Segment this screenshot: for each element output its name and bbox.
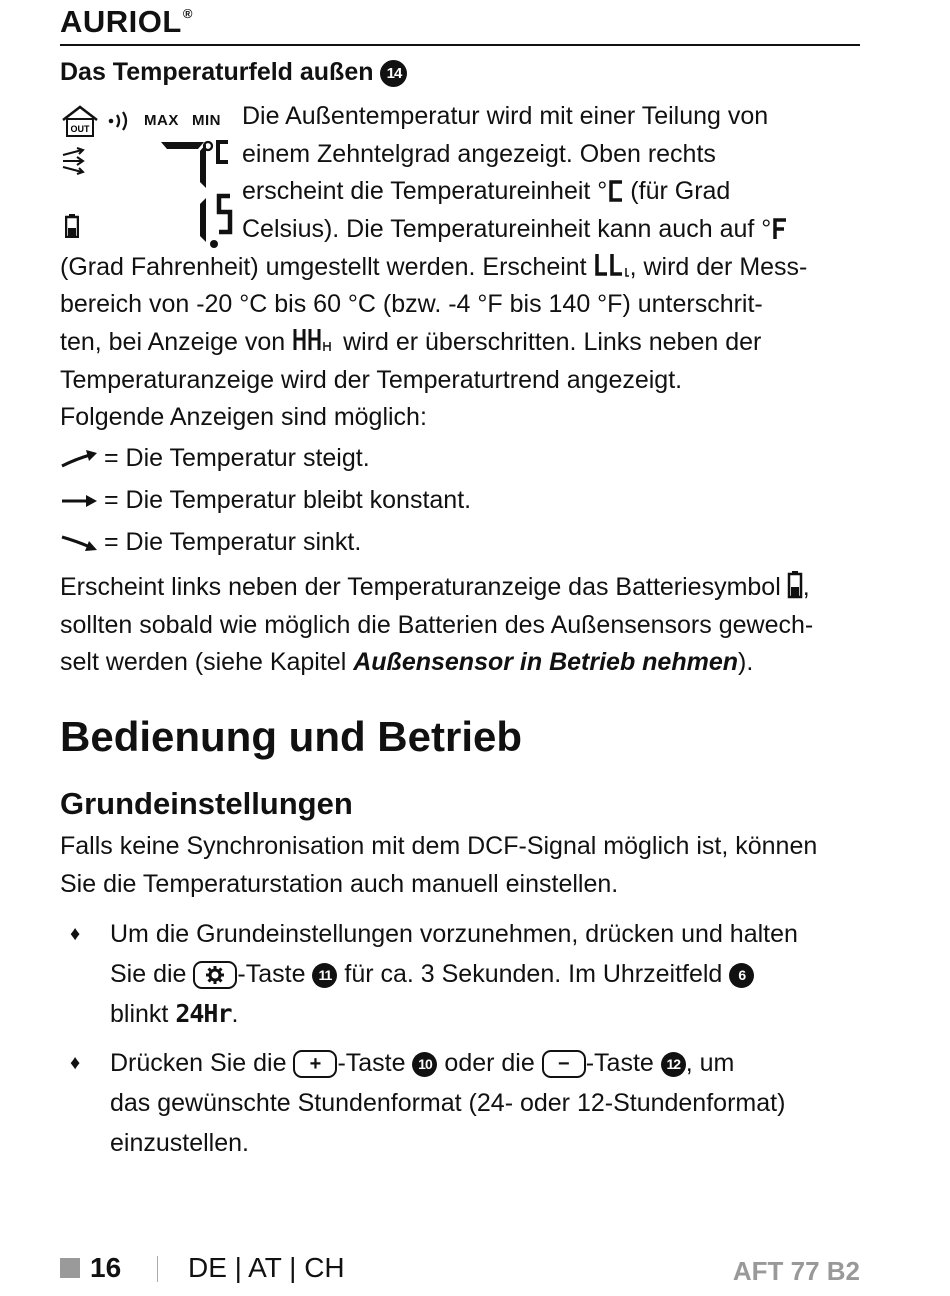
page-number: 16 <box>90 1252 122 1283</box>
para-line: (Grad Fahrenheit) umgestellt werden. Erscheint , wird der Mess- <box>60 253 808 281</box>
para-line: selt werden (siehe Kapitel Außensensor in Betrieb nehmen). <box>60 648 754 676</box>
chapter-reference: Außensensor in Betrieb nehmen <box>353 648 739 676</box>
para-line: erscheint die Temperatureinheit ° (für Grad <box>242 177 731 205</box>
header-rule <box>60 44 860 46</box>
lcd-hh-glyph <box>292 327 336 353</box>
section-title: Das Temperaturfeld außen 14 <box>60 58 407 87</box>
lcd-24hr-glyph: 24Hr <box>175 999 232 1028</box>
intro-line: Falls keine Synchronisation mit dem DCF-Signal möglich ist, können <box>60 832 818 860</box>
lcd-degree-c <box>202 140 242 252</box>
svg-text:OUT: OUT <box>70 124 90 134</box>
battery-icon <box>787 571 803 599</box>
para-line: Erscheint links neben der Temperaturanzeige das Batteriesymbol , <box>60 573 810 601</box>
lcd-f-glyph <box>772 218 788 240</box>
trend-constant: = Die Temperatur bleibt konstant. <box>60 486 471 515</box>
main-heading: Bedienung und Betrieb <box>60 713 522 760</box>
minus-key-icon: − <box>542 1050 586 1078</box>
battery-icon <box>65 214 79 238</box>
arrow-falling-icon <box>60 533 98 553</box>
para-line: Celsius). Die Temperatureinheit kann auch auf ° <box>242 211 788 249</box>
trend-rising: = Die Temperatur steigt. <box>60 444 370 473</box>
lcd-ll-glyph <box>594 252 630 278</box>
trend-arrows-icon <box>60 146 86 176</box>
outdoor-display-illustration <box>60 100 238 250</box>
max-label: MAX <box>144 112 179 129</box>
lcd-c-glyph <box>608 180 624 202</box>
brand-logo: AURIOL® <box>60 4 193 39</box>
bullet-diamond: ♦ <box>70 923 81 945</box>
signal-icon <box>107 110 133 132</box>
para-line: sollten sobald wie möglich die Batterien des Außensensors gewech- <box>60 611 814 639</box>
model-number: AFT 77 B2 <box>732 1256 860 1286</box>
sub-heading: Grundeinstellungen <box>60 786 353 821</box>
ref-number-badge: 11 <box>312 963 337 988</box>
house-out-icon <box>60 104 100 138</box>
arrow-rising-icon <box>60 449 98 469</box>
arrow-right-icon <box>60 491 98 511</box>
settings-key-icon <box>193 961 237 989</box>
ref-number-badge: 12 <box>661 1052 686 1077</box>
para-line: Die Außentemperatur wird mit einer Teilung von <box>242 102 769 130</box>
para-line: Folgende Anzeigen sind möglich: <box>60 403 427 431</box>
para-line: einem Zehntelgrad angezeigt. Oben rechts <box>242 140 716 168</box>
ref-number-badge: 6 <box>729 963 754 988</box>
footer-square <box>60 1258 80 1278</box>
footer-divider <box>157 1256 158 1282</box>
para-line: bereich von -20 °C bis 60 °C (bzw. -4 °F bis 140 °F) unterschrit- <box>60 290 763 318</box>
ref-number-badge: 10 <box>412 1052 437 1077</box>
para-line: ten, bei Anzeige von wird er überschritten. Links neben der <box>60 328 762 356</box>
list-item: ♦ Um die Grundeinstellungen vorzunehmen, drücken und halten Sie die -Taste 11 für ca. 3 Sekunden. Im Uhrzeitfeld 6 blinkt 24Hr. <box>60 914 860 1034</box>
page-footer <box>60 1252 860 1288</box>
bullet-diamond: ♦ <box>70 1052 81 1074</box>
ref-number-badge: 14 <box>380 60 407 87</box>
footer-languages: DE | AT | CH <box>188 1252 345 1283</box>
plus-key-icon: + <box>293 1050 337 1078</box>
trend-falling: = Die Temperatur sinkt. <box>60 528 361 557</box>
list-item: ♦ Drücken Sie die + -Taste 10 oder die − -Taste 12 , um das gewünschte Stundenformat (24- oder 12-Stundenformat) einzustellen. <box>60 1043 860 1163</box>
min-label: MIN <box>192 112 221 129</box>
intro-line: Sie die Temperaturstation auch manuell einstellen. <box>60 870 619 898</box>
para-line: Temperaturanzeige wird der Temperaturtrend angezeigt. <box>60 366 683 394</box>
